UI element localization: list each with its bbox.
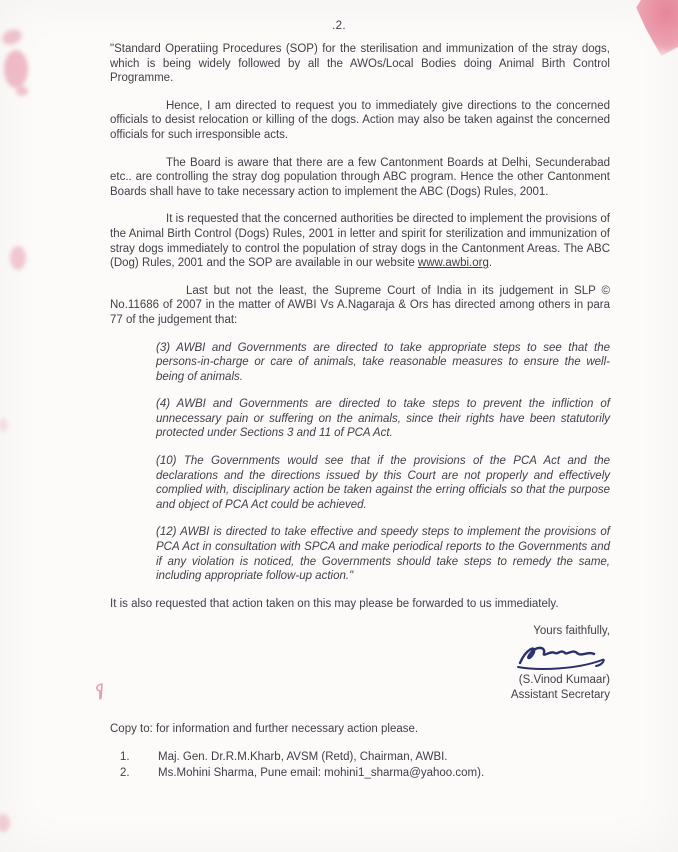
letter-body xyxy=(110,42,610,781)
item-text: Ms.Mohini Sharma, Pune email: mohini1_sharma@yahoo.com). xyxy=(158,766,485,779)
item-text: Maj. Gen. Dr.R.M.Kharb, AVSM (Retd), Chairman, AWBI. xyxy=(158,751,448,763)
copy-to-heading: Copy to: for information and further necessary action please. xyxy=(110,723,419,736)
paragraph-directions: Hence, I am directed to request you to immediately give directions to the concerned officials to desist relocation or killing of the dogs. Action may also be taken against the concerned officials for such irresponsible acts. xyxy=(110,99,610,141)
signatory-name: (S.Vinod Kumaar) xyxy=(518,674,610,687)
paragraph-abc-rules-period: . xyxy=(488,257,493,270)
signatory-title: Assistant Secretary xyxy=(510,689,610,702)
scan-artifact-left-4 xyxy=(10,246,26,270)
paragraph-action-request: It is also requested that action taken on this may please be forwarded to us immediately. xyxy=(110,597,559,610)
quote-para-10: (10) The Governments would see that if the provisions of the PCA Act and the declarations and the directions issued by this Court are not properly and effectively complied with, disciplinary action be taken against the erring officials so that the purpose and object of PCA Act could be achieved. xyxy=(156,455,610,511)
paragraph-sop: "Standard Operatiing Procedures (SOP) for the sterilisation and immunization of the stray dogs, which is being widely followed by all the AWOs/Local Bodies doing Animal Birth Control Programme. xyxy=(110,43,610,85)
copy-to-section xyxy=(110,722,610,781)
paragraph-abc-rules-text: It is requested that the concerned authorities be directed to implement the provisions of the Animal Birth Control (Dogs) Rules, 2001 in letter and spirit for sterilization and immunization of stray dogs immediately to control the population of stray dogs in the Cantonment Areas. The ABC (Dog) Rules, 2001 and the SOP are available in our website xyxy=(110,213,610,270)
quote-para-3: (3) AWBI and Governments are directed to take appropriate steps to see that the persons-in-charge or care of animals, take reasonable measures to ensure the well-being of animals. xyxy=(156,341,610,383)
item-number: 2. xyxy=(120,766,130,779)
website-link[interactable]: www.awbi.org xyxy=(417,257,489,270)
scan-artifact-left-3 xyxy=(16,86,28,96)
quote-para-4: (4) AWBI and Governments are directed to take steps to prevent the infliction of unnecessary pain or suffering on the animals, since their rights have been statutorily protected under Sections 3 and 11 of PCA Act. xyxy=(156,398,610,440)
scan-artifact-left-5 xyxy=(0,814,10,832)
quote-para-12: (12) AWBI is directed to take effective and speedy steps to implement the provisions of PCA Act in consultation with SPCA and make periodical reports to the Governments and if any violation is noticed, the Governments should take steps to remedy the same, including appropriate follow-up action." xyxy=(156,526,610,583)
signature xyxy=(110,641,610,673)
scan-artifact-left-2 xyxy=(4,50,28,88)
signature-icon xyxy=(510,641,610,673)
item-number: 1. xyxy=(120,751,130,763)
page-number: .2. xyxy=(332,20,346,32)
copy-to-item xyxy=(110,766,610,782)
paragraph-cantonment-boards: The Board is aware that there are a few Cantonment Boards at Delhi, Secunderabad etc.. are controlling the stray dog population through ABC program. Hence the other Cantonment Boards shall have to take necessary action to implement the ABC (Dogs) Rules, 2001. xyxy=(110,156,610,198)
paragraph-abc-rules xyxy=(110,212,610,270)
scan-artifact-left-6 xyxy=(0,418,8,432)
pen-mark-icon xyxy=(93,682,107,702)
paragraph-supreme-court: Last but not the least, the Supreme Court of India in its judgement in SLP © No.11686 of 2007 in the matter of AWBI Vs A.Nagaraja & Ors has directed among others in para 77 of the judgement that: xyxy=(110,284,610,326)
copy-to-item xyxy=(110,750,610,766)
closing-block xyxy=(110,624,610,703)
closing-valediction: Yours faithfully, xyxy=(533,625,610,638)
